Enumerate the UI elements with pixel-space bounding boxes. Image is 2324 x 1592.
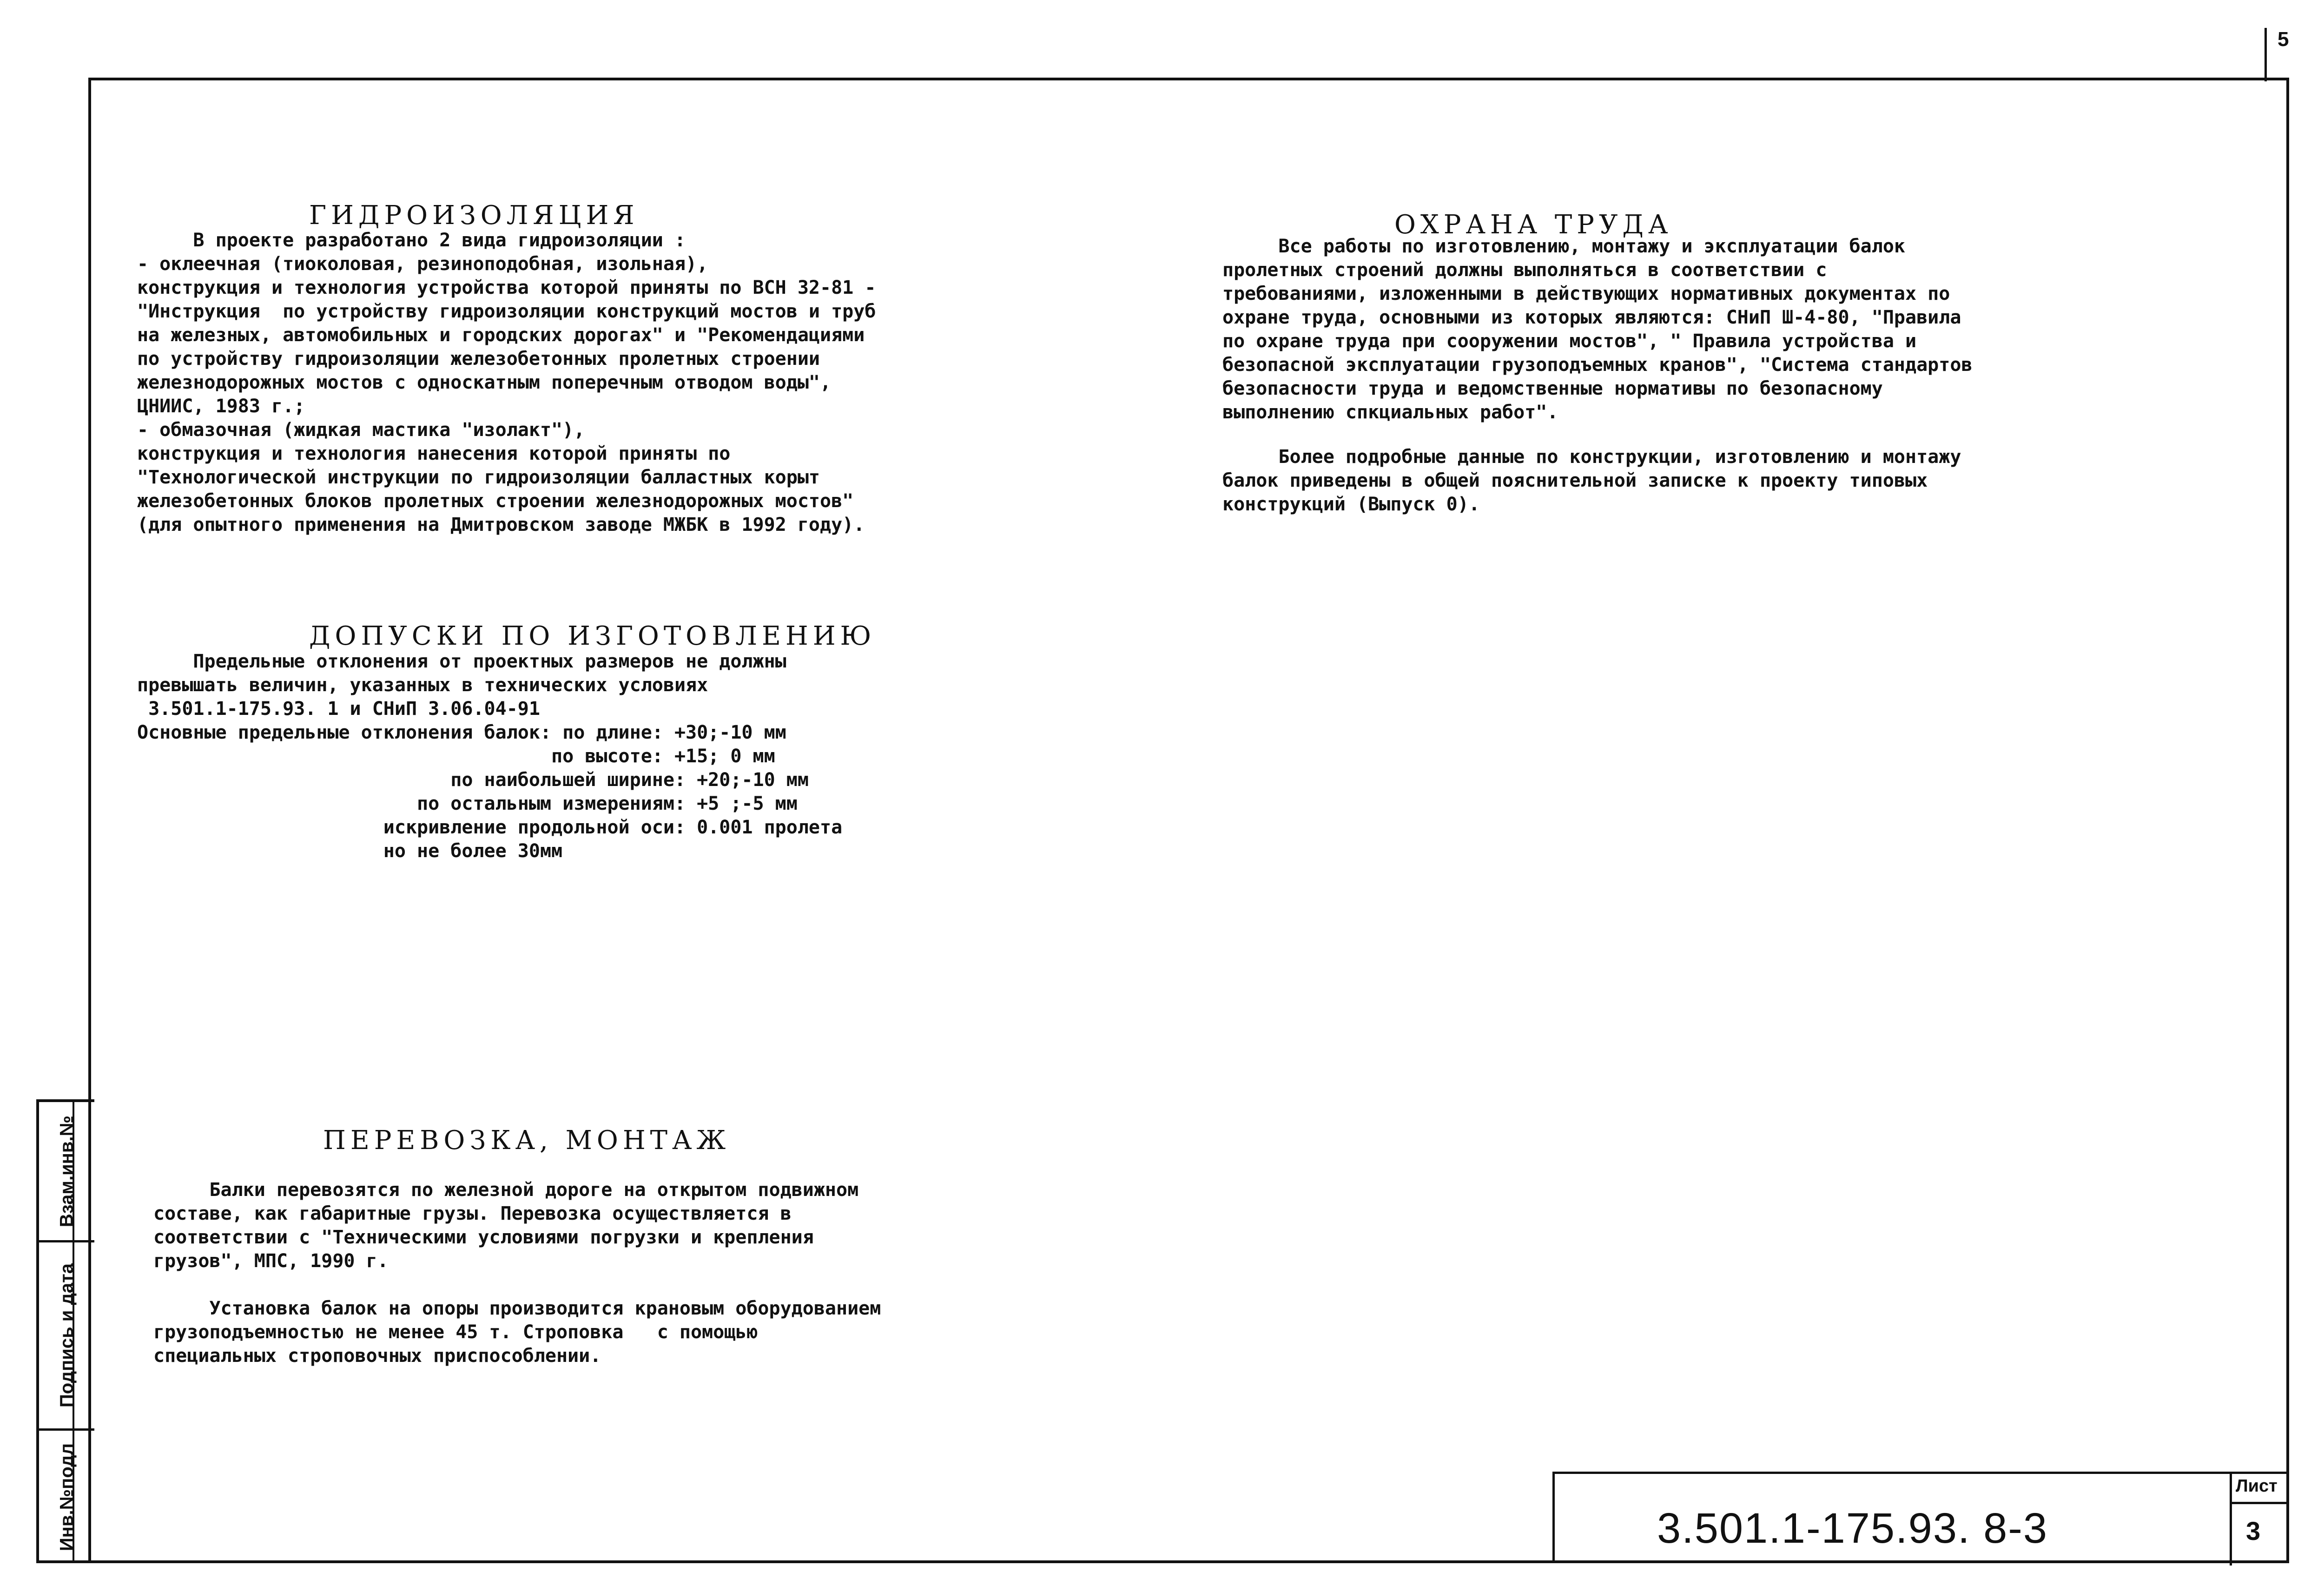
side-cell-signature-label: Подпись и дата [56, 1263, 77, 1407]
tolerances-heading: ДОПУСКИ ПО ИЗГОТОВЛЕНИЮ [309, 621, 876, 652]
sheet-label: Лист [2236, 1476, 2278, 1496]
tolerances-text: Предельные отклонения от проектных размеров не должны превышать величин, указанных в технических условиях 3.501.1-175.93. 1 и СНиП 3.06.04-91 Основные предельные отклонения балок: по длине: +30;-10 мм по высоте: +15; 0 мм по наибольшей ширине: +20;-10 мм по остальным измерениям: +5 ;-5 мм искривление продольной оси: 0.001 пролета но не более 30мм [137, 651, 843, 862]
side-cell-original-label: Инв.№подл [56, 1443, 77, 1551]
transport-text-2: Установка балок на опоры производится крановым оборудованием грузоподъемностью не менее 45 т. Строповка с помощью специальных строповочных приспособлении. [153, 1298, 881, 1367]
safety-text-2: Более подробные данные по конструкции, изготовлению и монтажу балок приведены в общей пояснительной записке к проекту типовых конструкций (Выпуск 0). [1222, 446, 1961, 515]
sheet-number: 5 [2278, 28, 2289, 51]
safety-text-1: Все работы по изготовлению, монтажу и эксплуатации балок пролетных строений должны выполняться в соответствии с требованиями, изложенными в действующих нормативных документах по охране труда, основными из которых являются: СНиП Ш-4-80, "Правила по охране труда при сооружении мостов", " Правила устройства и безопасной эксплуатации грузоподъемных кранов", "Система стандартов безопасности труда и ведомственные нормативы по безопасному выполнению спкциальных работ". [1222, 236, 1973, 423]
side-cell-replacement-label: Взам.инв.№ [56, 1115, 77, 1227]
sheet-cell [2230, 1474, 2289, 1566]
sheet-cell-divider [2232, 1502, 2289, 1504]
transport-heading: ПЕРЕВОЗКА, МОНТАЖ [323, 1125, 731, 1156]
side-cell-original [39, 1431, 94, 1563]
corner-tick [2265, 28, 2267, 81]
side-cell-replacement [39, 1102, 94, 1242]
safety-heading: ОХРАНА ТРУДА [1394, 210, 1673, 240]
document-designation: 3.501.1-175.93. 8-3 [1657, 1505, 2048, 1552]
transport-text-1: Балки перевозятся по железной дороге на открытом подвижном составе, как габаритные грузы. Перевозка осуществляется в соответствии с "Техническими условиями погрузки и крепления грузов", МПС, 1990 г. [153, 1179, 859, 1272]
title-block [1552, 1472, 2289, 1563]
waterproofing-text: В проекте разработано 2 вида гидроизоляции : - оклеечная (тиоколовая, резиноподобная, изольная), конструкция и технология устройства которой приняты по ВСН 32-81 - "Инструкция по устройству гидроизоляции конструкций мостов и труб на железных, автомобильных и городских дорогах" и "Рекомендациями по устройству гидроизоляции железобетонных пролетных строении железнодорожных мостов с односкатным поперечным отводом воды", ЦНИИС, 1983 г.; - обмазочная (жидкая мастика "изолакт"), конструкция и технология нанесения которой приняты по "Технологической инструкции по гидроизоляции балластных корыт железобетонных блоков пролетных строении железнодорожных мостов" (для опытного применения на Дмитровском заводе МЖБК в 1992 году). [137, 230, 876, 535]
waterproofing-heading: ГИДРОИЗОЛЯЦИЯ [309, 200, 639, 231]
side-stamp [36, 1099, 94, 1563]
sheet-value: 3 [2246, 1516, 2261, 1546]
side-cell-signature [39, 1242, 94, 1431]
